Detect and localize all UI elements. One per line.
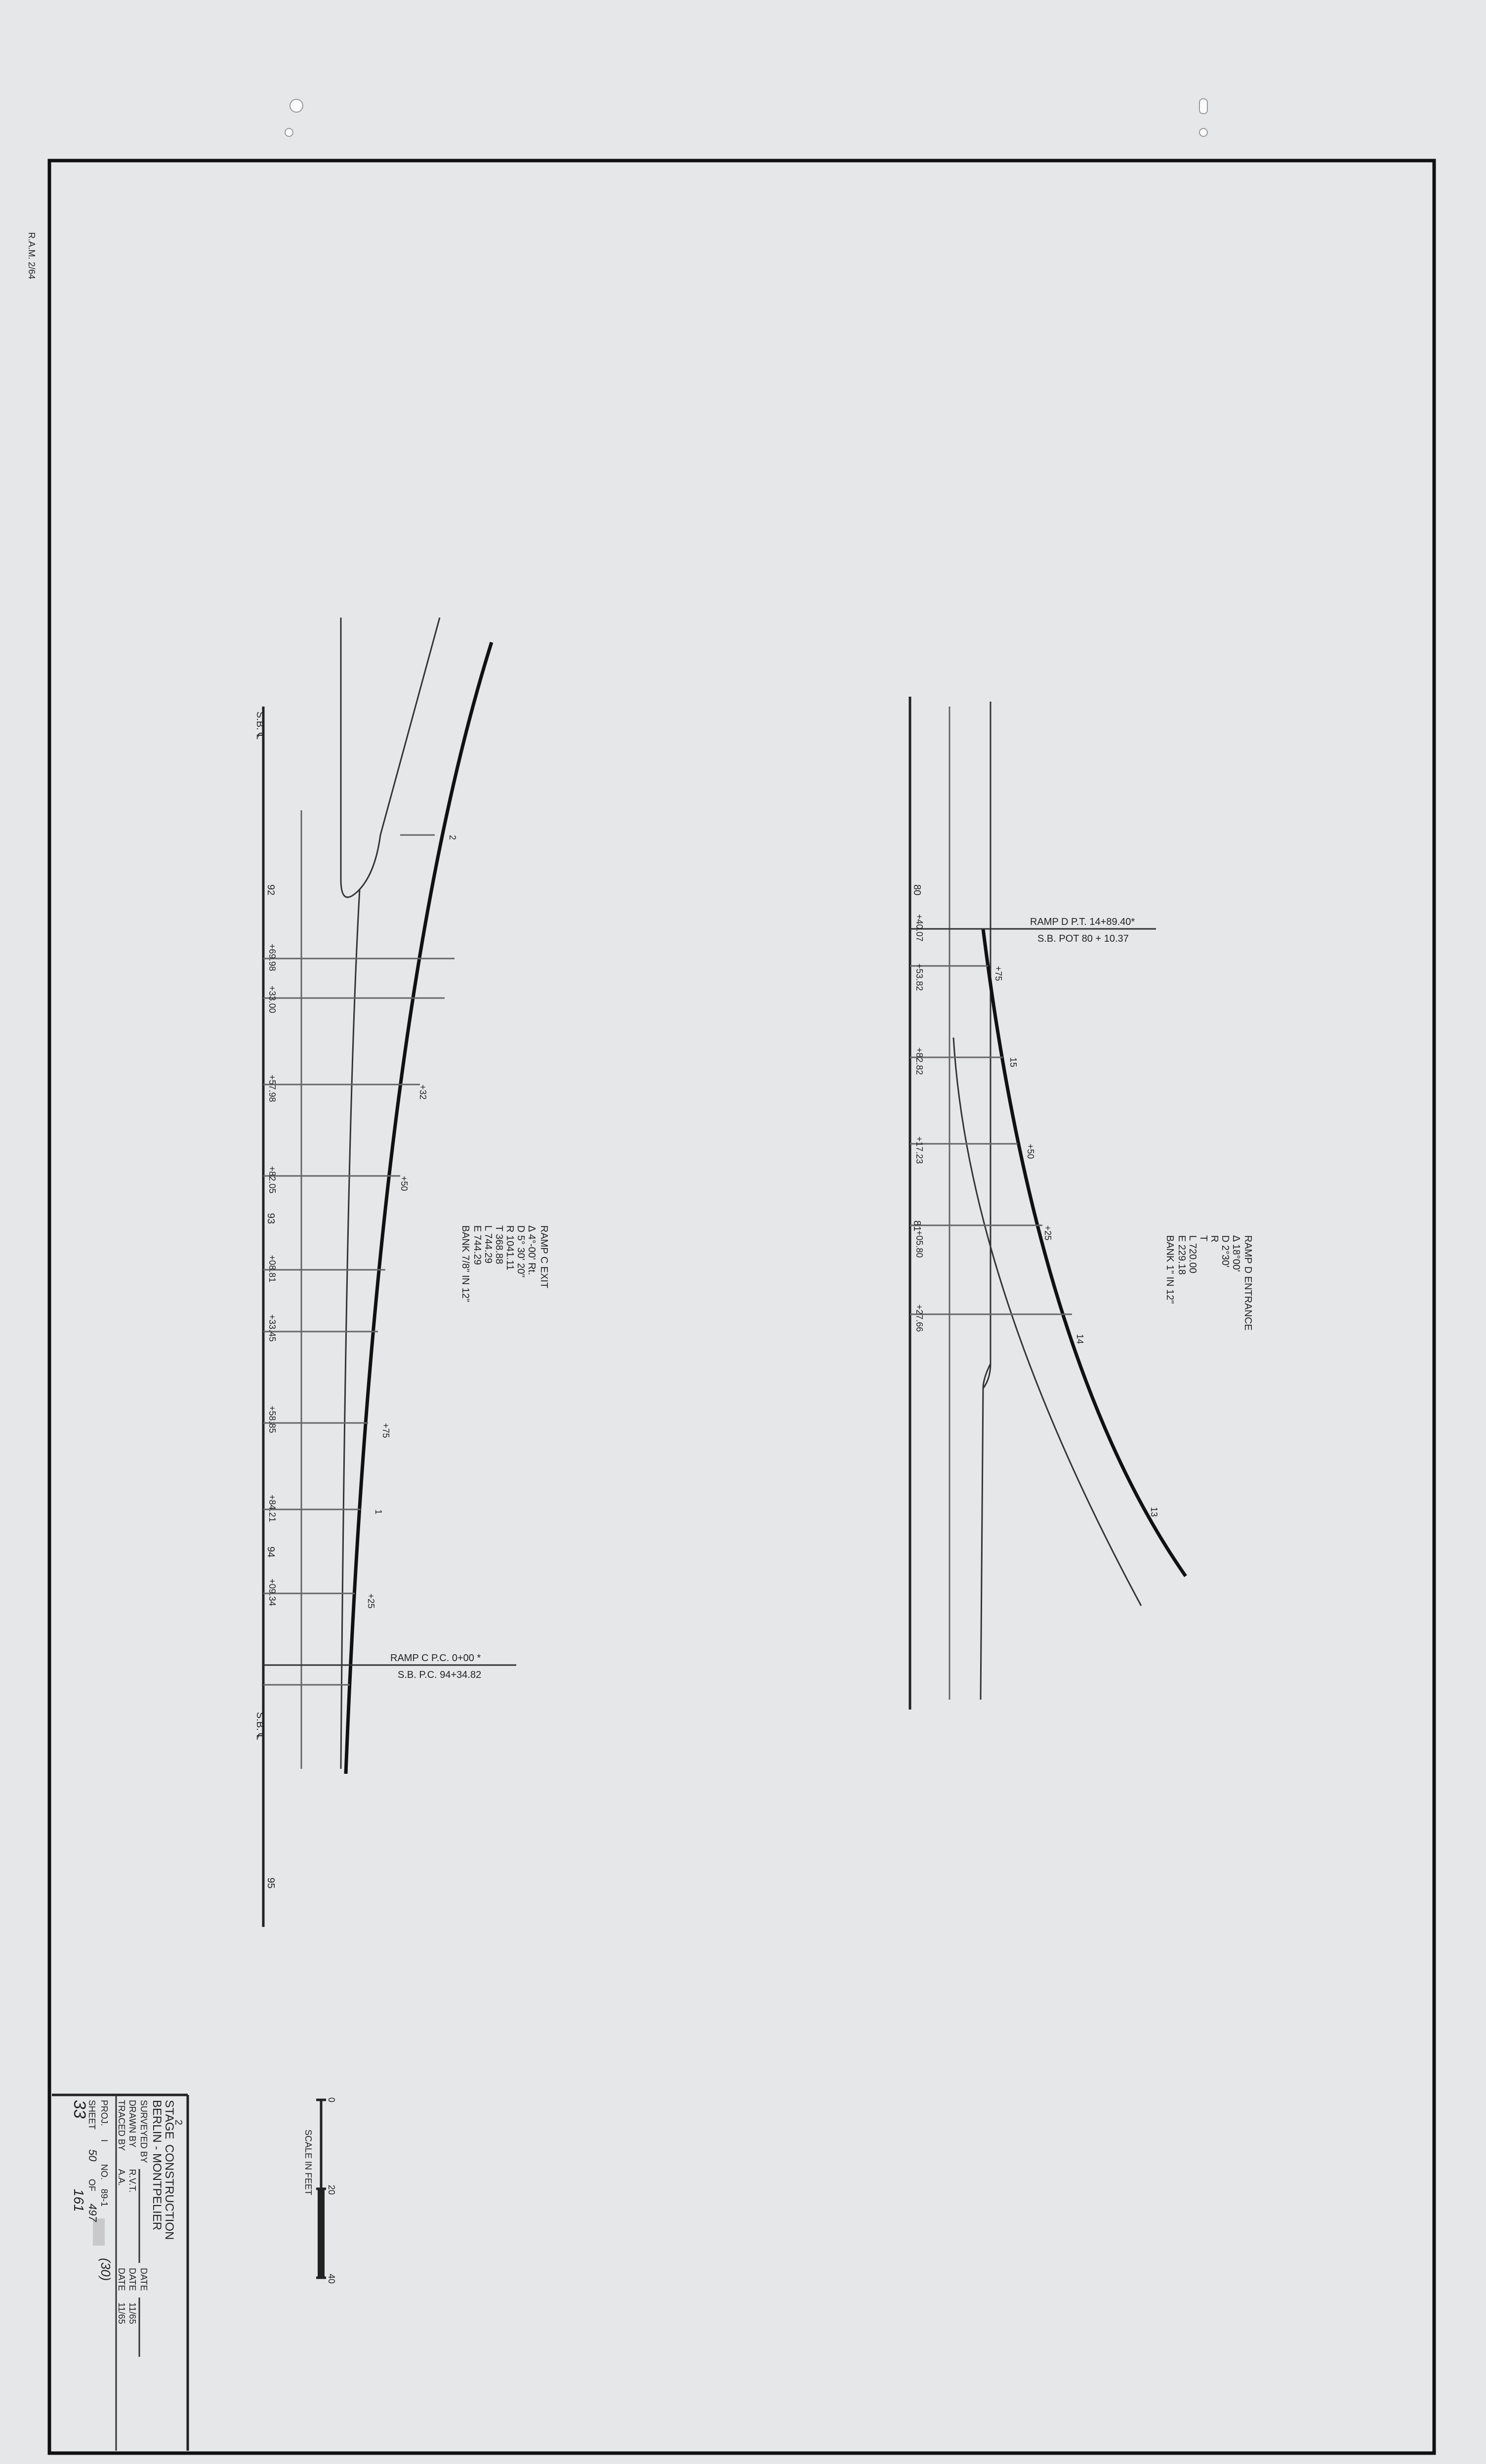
station-95: 95 bbox=[265, 1878, 276, 1889]
punch-hole-right-small bbox=[1199, 128, 1207, 136]
surveyed-by-label: SURVEYED BY bbox=[139, 2100, 149, 2163]
ramp-c-line: Δ 4°-00' Rt. bbox=[526, 1225, 537, 1275]
traced-by-label: TRACED BY bbox=[117, 2100, 126, 2151]
ramp-c-station: +75 bbox=[381, 1423, 391, 1438]
ramp-d-line: Δ 18°00' bbox=[1231, 1235, 1241, 1272]
scale-tick-0: 0 bbox=[327, 2097, 336, 2103]
plus-station: +17.23 bbox=[914, 1136, 924, 1164]
punch-hole-right bbox=[1199, 99, 1207, 114]
handwritten-sheet: 33 bbox=[70, 2100, 89, 2119]
erased-box bbox=[93, 2218, 105, 2246]
construction-label: CONSTRUCTION bbox=[163, 2144, 176, 2240]
ramp-c-line: R 1041.11 bbox=[504, 1225, 515, 1270]
station-93: 93 bbox=[265, 1213, 276, 1224]
date-label: DATE bbox=[127, 2268, 137, 2291]
drawn-by-label: DRAWN BY bbox=[127, 2100, 137, 2148]
sb-label-top: S.B. ℄ bbox=[254, 711, 265, 740]
ramp-c-line: E 744.29 bbox=[472, 1225, 483, 1265]
drawn-initials: R.V.T. bbox=[127, 2169, 137, 2193]
ramp-d-header: RAMP D ENTRANCE bbox=[1242, 1235, 1253, 1331]
ramp-d-pt: RAMP D P.T. 14+89.40* bbox=[1030, 917, 1135, 927]
ramp-d-sb-pot: S.B. POT 80 + 10.37 bbox=[1037, 933, 1129, 944]
sb-label-bottom: S.B. ℄ bbox=[254, 1712, 265, 1740]
ramp-d-line: R bbox=[1209, 1235, 1220, 1243]
no-label: NO. bbox=[99, 2164, 109, 2180]
ramp-c-station: 2 bbox=[448, 835, 457, 840]
ramp-d-station: +75 bbox=[993, 966, 1003, 981]
sheet-value: 50 bbox=[86, 2149, 99, 2162]
ramp-d-line: T bbox=[1198, 1235, 1209, 1242]
plus-station: +08.81 bbox=[267, 1255, 277, 1283]
ramp-c-line: D 5° 30' 20" bbox=[515, 1225, 526, 1278]
ramp-d-line: D 2°30' bbox=[1220, 1235, 1231, 1268]
proj-number: 89-1 bbox=[99, 2189, 109, 2207]
stage-label: STAGE bbox=[163, 2100, 176, 2139]
ramp-d-line: E 229.18 bbox=[1176, 1235, 1187, 1275]
plus-station: +27.66 bbox=[914, 1304, 924, 1332]
proj-label: PROJ. bbox=[99, 2100, 109, 2127]
ramp-c-station: +50 bbox=[399, 1176, 409, 1191]
plus-station: +40.07 bbox=[914, 914, 924, 942]
ramp-d-station: +25 bbox=[1043, 1225, 1053, 1241]
plus-station: +09.34 bbox=[267, 1579, 277, 1606]
ramp-d-station: 13 bbox=[1149, 1507, 1159, 1517]
ramp-c-station: 1 bbox=[373, 1509, 383, 1515]
ramp-c-sb-pc: S.B. P.C. 94+34.82 bbox=[398, 1670, 482, 1680]
plus-station: +84.21 bbox=[267, 1495, 277, 1522]
ramp-c-bank: BANK 7/8" IN 12" bbox=[460, 1225, 471, 1302]
date-label: DATE bbox=[117, 2268, 126, 2291]
stage-number: 2 bbox=[173, 2120, 184, 2126]
proj-value: I bbox=[99, 2139, 109, 2142]
ramp-c-header: RAMP C EXIT bbox=[538, 1225, 549, 1289]
scale-tick-40: 40 bbox=[327, 2274, 336, 2284]
sheet-label: SHEET bbox=[87, 2100, 97, 2130]
handwritten-total: 161 bbox=[71, 2189, 86, 2212]
punch-hole-left-small bbox=[285, 128, 293, 136]
scale-label: SCALE IN FEET bbox=[303, 2130, 313, 2196]
punch-hole-left bbox=[290, 99, 303, 112]
drawn-date: 11/65 bbox=[127, 2302, 137, 2324]
station-81: 81 bbox=[911, 1220, 922, 1232]
traced-initials: A.A. bbox=[117, 2169, 126, 2186]
date-label: DATE bbox=[139, 2268, 149, 2291]
station-80: 80 bbox=[911, 884, 922, 896]
scale-tick-20: 20 bbox=[327, 2185, 336, 2195]
station-92: 92 bbox=[265, 884, 276, 896]
ramp-d-station: 15 bbox=[1008, 1057, 1018, 1068]
margin-note: R.A.M. 2/64 bbox=[27, 232, 37, 280]
station-94: 94 bbox=[265, 1546, 276, 1558]
ramp-c-station: +25 bbox=[366, 1593, 376, 1609]
plus-station: +53.82 bbox=[914, 963, 924, 991]
plus-station: +82.82 bbox=[914, 1047, 924, 1075]
ramp-c-pc: RAMP C P.C. 0+00 * bbox=[390, 1653, 481, 1664]
plus-station: +05.80 bbox=[914, 1230, 924, 1258]
ramp-c-line: L 744.29 bbox=[483, 1225, 494, 1264]
plus-station: +58.85 bbox=[267, 1406, 277, 1433]
plus-station: +33.45 bbox=[267, 1314, 277, 1342]
ramp-d-line: L 720.00 bbox=[1187, 1235, 1198, 1274]
proj-suffix: (30) bbox=[98, 2258, 113, 2281]
plus-station: +57.98 bbox=[267, 1075, 277, 1102]
traced-date: 11/65 bbox=[117, 2302, 126, 2324]
plus-station: +33.00 bbox=[267, 986, 277, 1013]
plus-station: +82.05 bbox=[267, 1166, 277, 1194]
ramp-d-station: +50 bbox=[1026, 1144, 1035, 1159]
scale-block bbox=[318, 2189, 325, 2278]
ramp-c-station: +32 bbox=[418, 1085, 428, 1100]
ramp-d-bank: BANK 1" IN 12" bbox=[1164, 1235, 1175, 1304]
project-name: BERLIN - MONTPELIER bbox=[150, 2100, 164, 2231]
ramp-c-line: T 368.88 bbox=[494, 1225, 504, 1264]
ramp-d-station: 14 bbox=[1075, 1334, 1085, 1344]
of-value: 497 bbox=[86, 2204, 99, 2222]
of-label: OF bbox=[87, 2179, 97, 2191]
plus-station: +69.98 bbox=[267, 944, 277, 971]
